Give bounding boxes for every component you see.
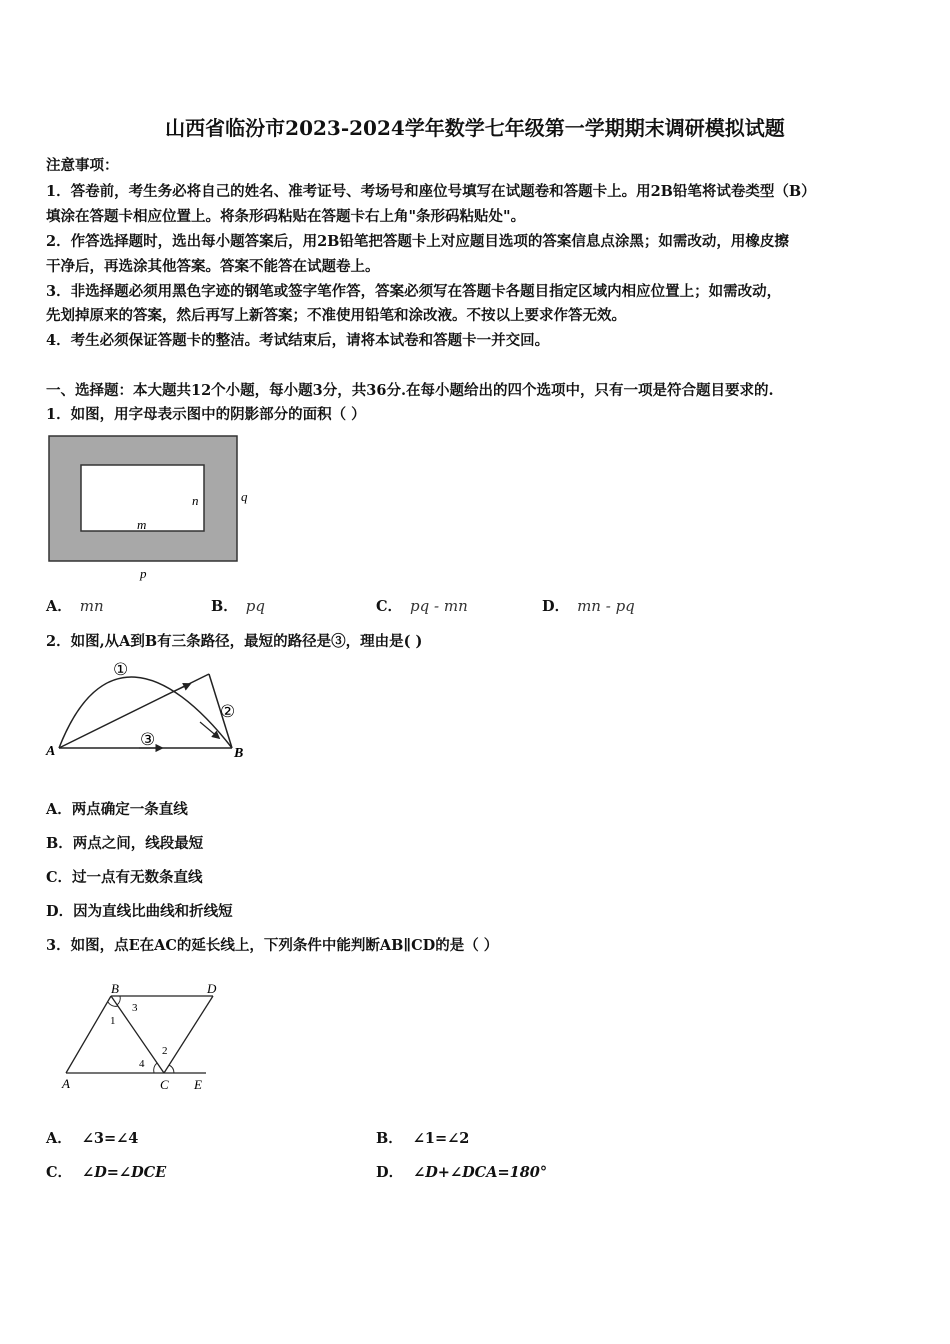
q1-figure bbox=[44, 432, 264, 582]
angle-arc-4 bbox=[154, 1063, 157, 1073]
q2-figure bbox=[44, 656, 264, 766]
point-b: B bbox=[234, 746, 244, 761]
point-b: B bbox=[111, 981, 119, 996]
question-3-stem: 3．如图，点E在AC的延长线上，下列条件中能判断AB∥CD的是（ ） bbox=[46, 937, 499, 954]
question-1-stem: 1．如图，用字母表示图中的阴影部分的面积（ ） bbox=[46, 406, 366, 423]
notice-heading: 注意事项： bbox=[46, 157, 119, 174]
point-c: C bbox=[160, 1077, 169, 1092]
q1-option-c: C． pq - mn bbox=[376, 597, 468, 615]
path-label-2: ② bbox=[220, 702, 236, 721]
path-label-3: ③ bbox=[140, 730, 156, 749]
notice-line: 4．考生必须保证答题卡的整洁。考试结束后，请将本试卷和答题卡一并交回。 bbox=[46, 332, 550, 349]
line-cd bbox=[164, 996, 213, 1073]
angle-label-4: 4 bbox=[139, 1058, 145, 1070]
notice-line: 2．作答选择题时，选出每小题答案后，用2B铅笔把答题卡上对应题目选项的答案信息点涂黑；如需改动，用橡皮擦 bbox=[46, 233, 789, 250]
q1-option-a: A． mn bbox=[46, 597, 104, 615]
angle-label-1: 1 bbox=[110, 1015, 116, 1027]
line-ab bbox=[66, 996, 111, 1073]
q3-option-c: C． ∠D=∠DCE bbox=[46, 1164, 167, 1181]
notice-line: 1．答卷前，考生务必将自己的姓名、准考证号、考场号和座位号填写在试题卷和答题卡上。用2B铅笔将试卷类型（B） bbox=[46, 183, 816, 200]
angle-label-2: 2 bbox=[162, 1045, 168, 1057]
q2-option-d: D．因为直线比曲线和折线短 bbox=[46, 903, 233, 920]
angle-arc-2 bbox=[169, 1065, 174, 1073]
point-d: D bbox=[207, 981, 217, 996]
q2-option-c: C．过一点有无数条直线 bbox=[46, 869, 203, 886]
q3-option-b: B． ∠1=∠2 bbox=[376, 1130, 470, 1147]
q1-option-d: D． mn - pq bbox=[542, 597, 635, 615]
notice-line: 先划掉原来的答案，然后再写上新答案；不准使用铅笔和涂改液。不按以上要求作答无效。 bbox=[46, 307, 626, 324]
q2-option-b: B．两点之间，线段最短 bbox=[46, 835, 204, 852]
point-a: A bbox=[46, 744, 56, 759]
q3-option-d: D． ∠D+∠DCA=180° bbox=[376, 1164, 548, 1181]
page-title: 山西省临汾市2023-2024学年数学七年级第一学期期末调研模拟试题 bbox=[165, 116, 785, 140]
path-label-1: ① bbox=[113, 660, 129, 679]
label-q: q bbox=[241, 489, 248, 504]
notice-line: 3．非选择题必须用黑色字迹的钢笔或签字笔作答，答案必须写在答题卡各题目指定区域内相应位置上；如需改动， bbox=[46, 283, 782, 300]
label-n: n bbox=[192, 493, 199, 508]
question-2-stem: 2．如图,从A到B有三条路径，最短的路径是③，理由是( ) bbox=[46, 633, 423, 650]
line-bc bbox=[111, 996, 164, 1073]
q1-option-b: B． pq bbox=[211, 597, 265, 615]
label-p: p bbox=[140, 566, 147, 581]
section-heading: 一、选择题：本大题共12个小题，每小题3分，共36分.在每小题给出的四个选项中，只有一项是符合题目要求的. bbox=[46, 382, 774, 399]
notice-line: 填涂在答题卡相应位置上。将条形码粘贴在答题卡右上角"条形码粘贴处"。 bbox=[46, 208, 526, 225]
q2-option-a: A．两点确定一条直线 bbox=[46, 801, 188, 818]
q3-option-a: A． ∠3=∠4 bbox=[46, 1130, 139, 1147]
q3-figure bbox=[56, 978, 226, 1098]
point-e: E bbox=[194, 1077, 202, 1092]
label-m: m bbox=[137, 517, 147, 532]
notice-line: 干净后，再选涂其他答案。答案不能答在试题卷上。 bbox=[46, 258, 380, 275]
angle-arc-3 bbox=[117, 996, 120, 1005]
angle-label-3: 3 bbox=[132, 1002, 138, 1014]
point-a: A bbox=[62, 1076, 70, 1091]
